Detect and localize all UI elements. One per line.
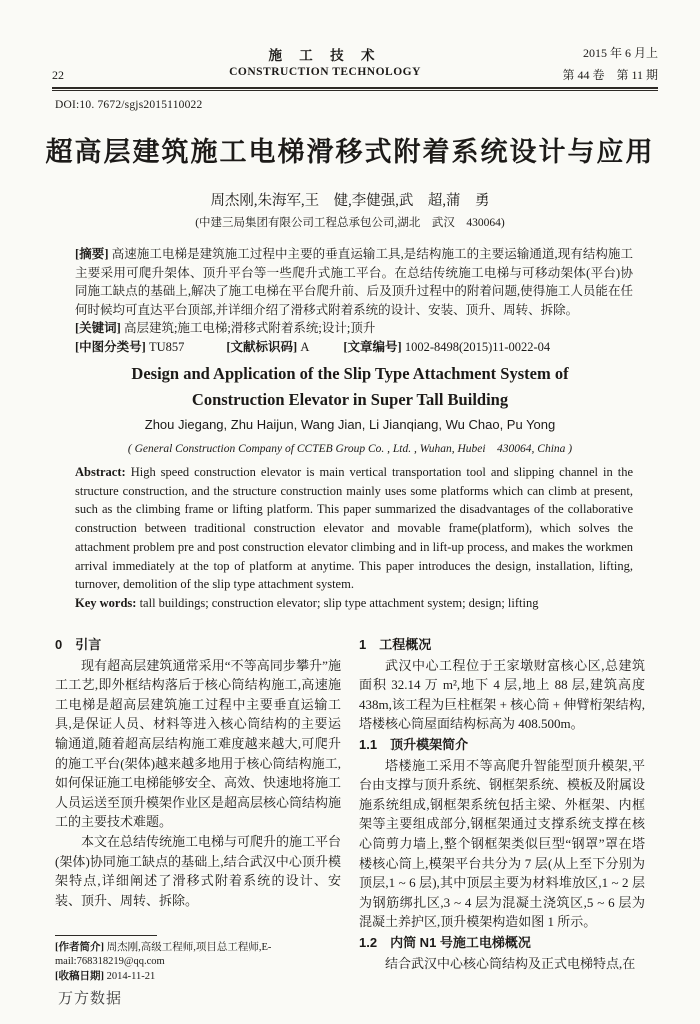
footnote-bio-text: 周杰刚,高级工程师,项目总工程师,E-mail:768318219@qq.com <box>55 941 272 967</box>
abstract-cn-text: 高速施工电梯是建筑施工过程中主要的垂直运输工具,是结构施工的主要运输通道,现有结构施工主要采用可爬升架体、顶升平台等一些爬升式施工平台。在总结传统施工电梯与可移动架体(平台)协同施工缺点的基础上,解决了施工电梯在平台爬升前、后及顶升过程中的附着问题,使得施工人员能在任何时候均可直达平台顶部,并详细介绍了滑移式附着系统的设计、安装、顶升、周转、拆除。 <box>75 247 633 317</box>
classification-line <box>75 338 633 357</box>
doc-code-value: A <box>300 339 310 354</box>
section-1-2-para: 结合武汉中心核心筒结构及正式电梯特点,在 <box>385 955 636 971</box>
abstract-cn-label: [摘要] <box>75 247 109 261</box>
body-columns <box>55 634 645 986</box>
article-id-label: [文章编号] <box>343 339 402 354</box>
section-0-para-2: 本文在总结传统施工电梯与可爬升的施工平台(架体)协同施工缺点的基础上,结合武汉中心顶升模架特点,详细阐述了滑移式附着系统的设计、安装、顶升、周转、拆除。 <box>55 833 342 908</box>
wanfang-watermark: 万方数据 <box>58 990 123 1007</box>
article-id-value: 1002-8498(2015)11-0022-04 <box>404 339 551 354</box>
authors-cn: 周杰刚,朱海军,王 健,李健强,武 超,蒲 勇 <box>210 193 490 209</box>
doc-code-label: [文献标识码] <box>226 339 298 354</box>
journal-name-cn: 施 工 技 术 <box>268 48 382 63</box>
abstract-en-block <box>75 463 633 613</box>
header-rule <box>52 87 658 91</box>
volume-issue: 第 44 卷 第 11 期 <box>562 68 658 82</box>
right-column <box>359 634 645 986</box>
abstract-en <box>75 463 633 594</box>
page-number: 22 <box>52 68 64 82</box>
keywords-cn-text: 高层建筑;施工电梯;滑移式附着系统;设计;顶升 <box>123 321 376 336</box>
issue-date: 2015 年 6 月上 <box>582 46 658 60</box>
footnote-received-label: [收稿日期] <box>55 970 104 982</box>
article-title-en <box>0 361 700 413</box>
section-1-para: 武汉中心工程位于王家墩财富核心区,总建筑面积 32.14 万 m²,地下 4 层,地上 88 层,建筑高度 438m,该工程为巨柱框架 + 核心筒 + 伸臂桁架结构,塔楼核心筒屋面结构标高为 408.500m。 <box>359 657 645 732</box>
keywords-en-label: Key words: <box>75 595 137 610</box>
footnote <box>55 935 341 985</box>
section-1-1-para: 塔楼施工采用不等高爬升智能型顶升模架,平台由支撑与顶升系统、钢框架系统、模板及附属设施系统组成,钢框架系统包括主梁、外框架、内框架等主要组成部分,钢框架通过支撑系统支撑在核心筒剪力墙上,整个钢框架类似巨型“钢罩”罩在塔楼核心筒上,模架平台共分为 7 层(从上至下分别为顶层,1 ~ 6 层),其中顶层主要为材料堆放区,1 ~ 2 层为钢筋绑扎区,3 ~ 4 层为混凝土浇筑区,5 ~ 6 层为混凝土养护区,顶升模架构造如图 1 所示。 <box>359 757 646 930</box>
left-column <box>55 634 341 986</box>
section-heading-1-1: 1.1 顶升模架简介 <box>359 736 469 752</box>
keywords-en <box>75 594 633 613</box>
article-title-cn: 超高层建筑施工电梯滑移式附着系统设计与应用 <box>45 137 655 167</box>
keywords-en-text: tall buildings; construction elevator; slip type attachment system; design; lifting <box>139 595 539 610</box>
article-id-group <box>343 338 550 357</box>
clc-label: [中图分类号] <box>75 339 146 354</box>
section-heading-0: 0 引言 <box>55 637 102 652</box>
footnote-received <box>55 970 341 985</box>
affiliation-en: ( General Construction Company of CCTEB Group Co. , Ltd. , Wuhan, Hubei 430064, China ) <box>127 443 573 455</box>
section-0-para-1: 现有超高层建筑通常采用“不等高同步攀升”施工工艺,即外框结构落后于核心筒结构施工,高速施工电梯是超高层建筑施工过程中主要垂直运输工具,是保证人员、材料等进入核心筒结构的主要运输通道,随着超高层结构施工难度越来越大,可爬升的施工平台(架体)越来越多地用于核心筒结构施工,如何保证施工电梯能够安全、高效、快速地将施工人员运送至顶升模架作业区是超高层核心筒结构施工的主要技术难题。 <box>55 657 342 830</box>
abstract-en-label: Abstract: <box>75 465 126 479</box>
authors-en: Zhou Jiegang, Zhu Haijun, Wang Jian, Li Jianqiang, Wu Chao, Pu Yong <box>144 417 556 432</box>
journal-name-en: CONSTRUCTION TECHNOLOGY <box>229 66 421 78</box>
doc-code-group <box>226 338 309 357</box>
page-header <box>52 44 658 91</box>
footnote-received-date: 2014-11-21 <box>106 970 156 982</box>
doi: DOI:10. 7672/sgjs2015110022 <box>55 99 203 111</box>
abstract-en-text: High speed construction elevator is main vertical transportation tool and slipping channel in the structure construction, and the structure construction mainly uses some platforms which can climb at present, such as the climbing frame or lifting platform. This paper summarized the disadvantages of the collaborative construction between traditional construction elevator and movable frame(platform), which solves the attachment problem pre and post construction elevator climbing and in lift-up process, and makes the workmen arrival immediately at the top of platform at anytime. This paper introduces the design, installation, lifting, turnover, demolition of the slip type attachment system. <box>75 465 633 592</box>
abstract-cn-block <box>75 245 633 357</box>
keywords-cn <box>75 319 633 338</box>
clc-group <box>75 338 184 357</box>
footnote-author-bio <box>55 941 341 970</box>
footnote-rule <box>55 935 157 936</box>
keywords-cn-label: [关键词] <box>75 321 121 336</box>
footnote-bio-label: [作者简介] <box>55 941 104 953</box>
article-title-en-line1: Design and Application of the Slip Type Attachment System of <box>131 364 569 383</box>
abstract-cn <box>75 245 633 319</box>
section-heading-1: 1 工程概况 <box>359 637 432 652</box>
affiliation-cn: (中建三局集团有限公司工程总承包公司,湖北 武汉 430064) <box>195 217 505 229</box>
article-title-en-line2: Construction Elevator in Super Tall Building <box>191 390 509 409</box>
section-heading-1-2: 1.2 内筒 N1 号施工电梯概况 <box>359 934 531 950</box>
clc-value: TU857 <box>148 339 185 354</box>
header-spacer <box>52 44 142 64</box>
